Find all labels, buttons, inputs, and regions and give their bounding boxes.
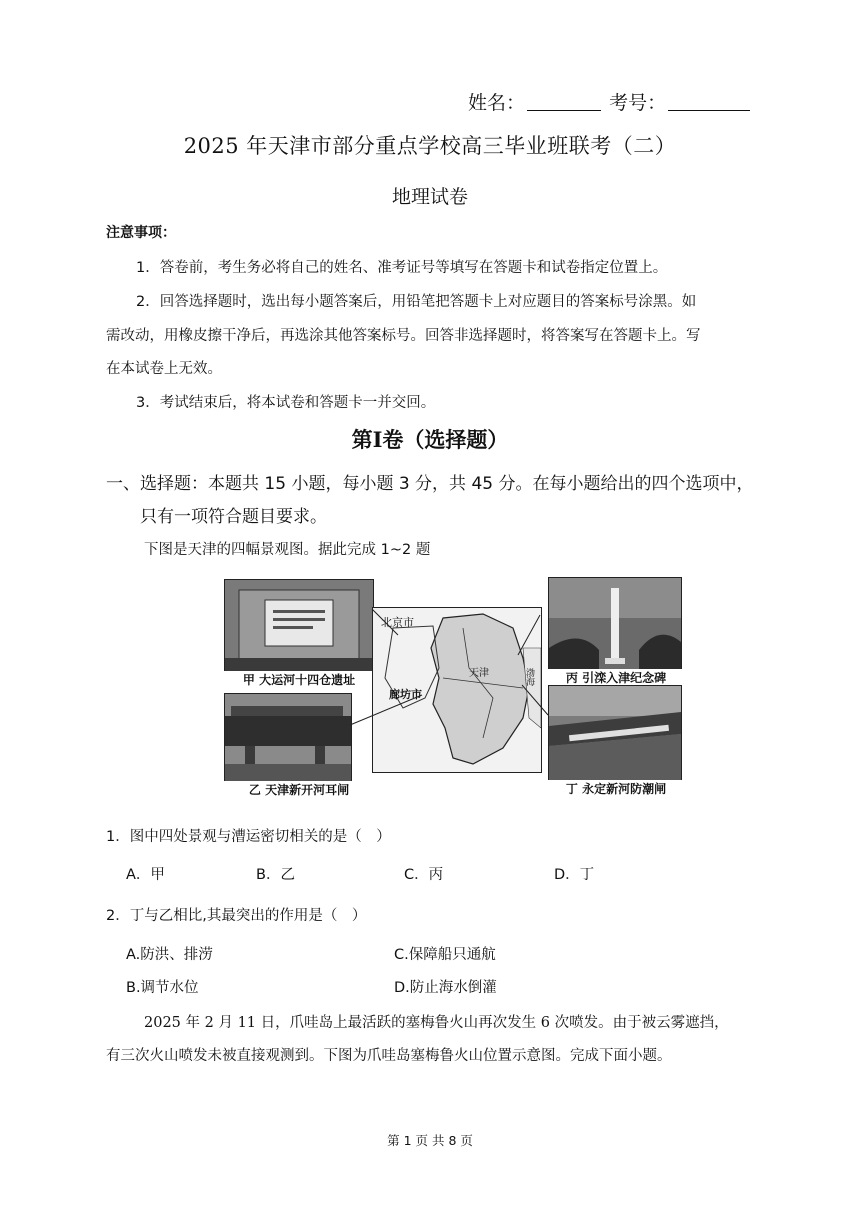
exam-title: 2025 年天津市部分重点学校高三毕业班联考（二） bbox=[183, 134, 677, 158]
exam-number-label: 考号： bbox=[609, 92, 667, 114]
name-blank[interactable] bbox=[527, 94, 601, 111]
section-title: 第Ⅰ卷（选择题） bbox=[351, 427, 509, 452]
landscape-figure bbox=[222, 575, 684, 801]
caption-bing: 丙 引滦入津纪念碑 bbox=[548, 669, 684, 685]
map-label-tianjin: 天津 bbox=[469, 668, 489, 679]
q2-option-c[interactable]: C.保障船只通航 bbox=[394, 947, 496, 963]
q2-option-a[interactable]: A.防洪、排涝 bbox=[126, 947, 213, 963]
q1-option-d[interactable]: D．丁 bbox=[554, 867, 595, 883]
page-number: 第 1 页 共 8 页 bbox=[387, 1133, 473, 1148]
photo-bing bbox=[548, 577, 682, 671]
q1-option-a[interactable]: A．甲 bbox=[126, 867, 165, 883]
map-label-beijing: 北京市 bbox=[381, 616, 414, 629]
notice-item-1: 1．答卷前，考生务必将自己的姓名、准考证号等填写在答题卡和试卷指定位置上。 bbox=[136, 260, 668, 276]
exam-number-blank[interactable] bbox=[668, 94, 750, 111]
photo-ding bbox=[548, 685, 682, 781]
q2-stem: 2．丁与乙相比,其最突出的作用是（ ） bbox=[106, 908, 367, 924]
notice-item-3: 3．考试结束后，将本试卷和答题卡一并交回。 bbox=[136, 395, 436, 411]
q1-option-b[interactable]: B．乙 bbox=[256, 867, 295, 883]
notice-item-2-line-1: 2．回答选择题时，选出每小题答案后，用铅笔把答题卡上对应题目的答案标号涂黑。如 bbox=[136, 294, 697, 310]
tidal-gate-image bbox=[549, 686, 681, 780]
caption-jia: 甲 大运河十四仓遗址 bbox=[224, 671, 374, 687]
name-exam-number-line bbox=[468, 88, 752, 115]
part1-heading-line-2: 只有一项符合题目要求。 bbox=[140, 507, 327, 527]
intro-q1-2: 下图是天津的四幅景观图。据此完成 1~2 题 bbox=[144, 542, 431, 558]
notice-item-2-line-2: 需改动，用橡皮擦干净后，再选涂其他答案标号。回答非选择题时，将答案写在答题卡上。写 bbox=[106, 328, 701, 344]
q2-option-d[interactable]: D.防止海水倒灌 bbox=[394, 980, 497, 996]
name-label: 姓名： bbox=[468, 92, 526, 114]
q1-option-c[interactable]: C．丙 bbox=[404, 867, 444, 883]
q1-stem: 1．图中四处景观与漕运密切相关的是（ ） bbox=[106, 829, 391, 845]
map-label-langfang: 廊坊市 bbox=[389, 688, 422, 701]
subject-title: 地理试卷 bbox=[391, 186, 468, 208]
q2-option-b[interactable]: B.调节水位 bbox=[126, 980, 199, 996]
notice-item-2-line-3: 在本试卷上无效。 bbox=[106, 361, 222, 377]
intro-volcano-line-2: 有三次火山喷发未被直接观测到。下图为爪哇岛塞梅鲁火山位置示意图。完成下面小题。 bbox=[106, 1048, 672, 1064]
caption-ding: 丁 永定新河防潮闸 bbox=[548, 780, 684, 796]
intro-volcano-line-1: 2025 年 2 月 11 日，爪哇岛上最活跃的塞梅鲁火山再次发生 6 次喷发。由于被云雾遮挡， bbox=[144, 1015, 729, 1031]
memorial-image bbox=[549, 578, 681, 670]
notice-heading: 注意事项： bbox=[106, 225, 176, 241]
part1-heading-line-1: 一、选择题：本题共 15 小题，每小题 3 分，共 45 分。在每小题给出的四个选项中， bbox=[106, 474, 754, 494]
map-label-bohai: 渤海 bbox=[524, 668, 534, 686]
caption-yi: 乙 天津新开河耳闸 bbox=[224, 781, 374, 797]
